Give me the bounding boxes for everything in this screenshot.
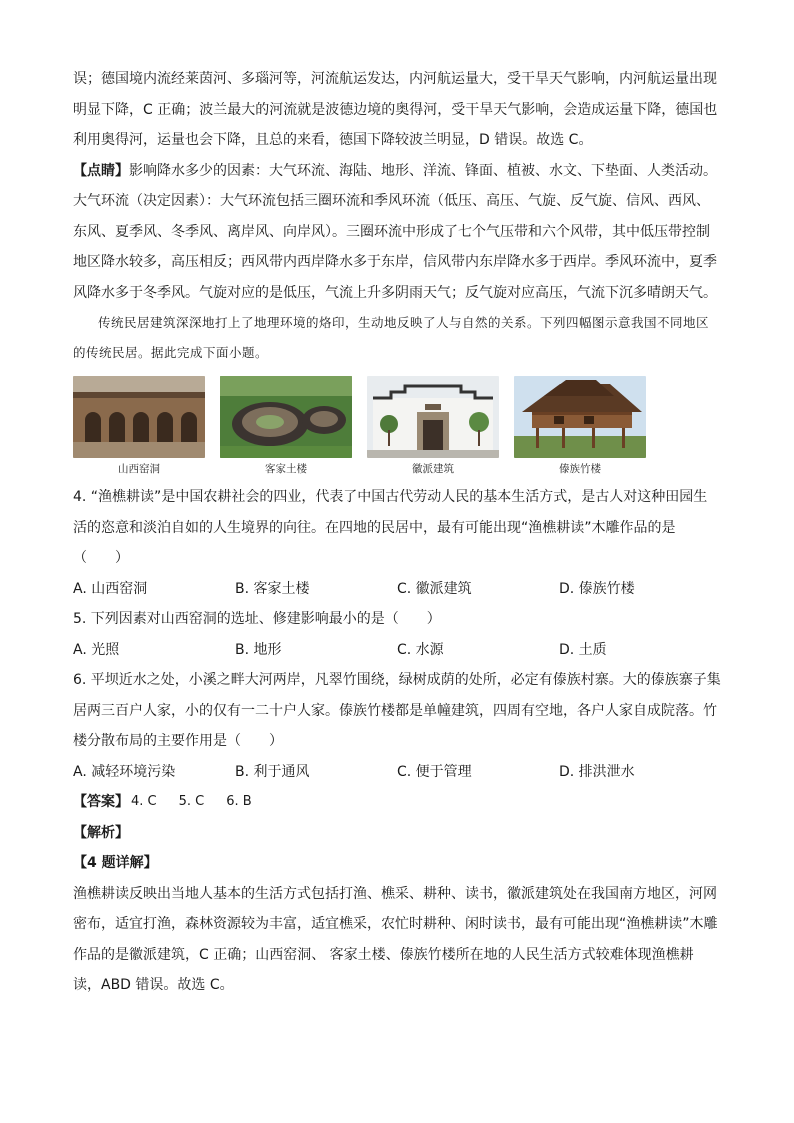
question-6-line: 6. 平坝近水之处，小溪之畔大河两岸，凡翠竹围绕，绿树成荫的处所，必定有傣族村寨。大的傣族寨子集 — [73, 672, 721, 688]
photo-huizhou — [367, 376, 499, 476]
option-c: C. 水源 — [397, 641, 444, 658]
question-4-line: （ ） — [73, 550, 129, 566]
question-4-line: 4. “渔樵耕读”是中国农耕社会的四业，代表了中国古代劳动人民的基本生活方式，是古人对这种田园生 — [73, 489, 708, 505]
analysis-tag: 【解析】 — [73, 824, 129, 841]
question-6-line: 楼分散布局的主要作用是（ ） — [73, 733, 283, 749]
tip-text: 影响降水多少的因素：大气环流、海陆、地形、洋流、锋面、植被、水文、下垫面、人类活动。 — [129, 162, 717, 179]
text-line: 大气环流（决定因素）：大气环流包括三圈环流和季风环流（低压、高压、气旋、反气旋、信风、西风、 — [73, 193, 710, 209]
option-c: C. 徽派建筑 — [397, 580, 472, 597]
option-b: B. 利于通风 — [235, 763, 310, 780]
text-line: 风降水多于冬季风。气旋对应的是低压，气流上升多阴雨天气；反气旋对应高压，气流下沉多晴朗天气。 — [73, 284, 717, 301]
detail-line: 读，ABD 错误。故选 C。 — [73, 977, 234, 993]
detail-tag: 【4 题详解】 — [73, 855, 158, 871]
photo-caption: 徽派建筑 — [412, 463, 454, 475]
text-line: 东风、夏季风、冬季风、离岸风、向岸风）。三圈环流中形成了七个气压带和六个风带，其中低压带控制 — [73, 223, 710, 240]
text-line: 利用奥得河，运量也会下降，且总的来看，德国下降较波兰明显，D 错误。故选 C。 — [73, 132, 593, 148]
option-a: A. 山西窑洞 — [73, 580, 148, 597]
shanxi-cave-image — [73, 376, 205, 458]
answer-item: 6. B — [226, 794, 252, 809]
photo-caption: 山西窑洞 — [118, 463, 160, 475]
option-a: A. 减轻环境污染 — [73, 763, 176, 780]
question-4-line: 活的恣意和淡泊自如的人生境界的向往。在四地的民居中，最有可能出现“渔樵耕读”木雕作品的是 — [73, 519, 676, 536]
detail-line: 渔樵耕读反映出当地人基本的生活方式包括打渔、樵采、耕种、读书，徽派建筑处在我国南方地区，河网 — [73, 885, 717, 902]
answer-item: 5. C — [178, 794, 205, 809]
question-6-line: 居两三百户人家，小的仅有一二十户人家。傣族竹楼都是单幢建筑，四周有空地，各户人家自成院落。竹 — [73, 702, 717, 719]
question-5-stem: 5. 下列因素对山西窑洞的选址、修建影响最小的是（ ） — [73, 611, 441, 627]
dai-bamboo-image — [514, 376, 646, 458]
photo-hakka-tulou — [220, 376, 352, 476]
option-d: D. 傣族竹楼 — [559, 580, 635, 597]
question-5-options — [73, 635, 721, 666]
tip-paragraph — [73, 156, 721, 187]
photo-caption: 傣族竹楼 — [559, 463, 601, 475]
document-content — [73, 64, 721, 1001]
huizhou-image — [367, 376, 499, 458]
hakka-tulou-image — [220, 376, 352, 458]
text-line: 误；德国境内流经莱茵河、多瑙河等，河流航运发达，内河航运量大，受干旱天气影响，内河航运量出现 — [73, 71, 717, 87]
option-d: D. 土质 — [559, 641, 607, 658]
option-d: D. 排洪泄水 — [559, 763, 635, 780]
photo-dai-bamboo — [514, 376, 646, 476]
detail-line: 作品的是徽派建筑，C 正确；山西窑洞、 客家土楼、傣族竹楼所在地的人民生活方式较难体现渔樵耕 — [73, 946, 694, 963]
option-b: B. 客家土楼 — [235, 580, 310, 597]
answer-item: 4. C — [131, 794, 157, 809]
question-intro: 传统民居建筑深深地打上了地理环境的烙印，生动地反映了人与自然的关系。下列四幅图示意我国不同地区的传统民居。据此完成下面小题。 — [73, 315, 710, 360]
photo-caption: 客家土楼 — [265, 463, 307, 475]
question-4-options — [73, 574, 721, 605]
text-line: 明显下降，C 正确；波兰最大的河流就是波德边境的奥得河，受干旱天气影响，会造成运量下降，德国也 — [73, 101, 718, 118]
tip-tag: 【点睛】 — [73, 162, 129, 179]
photo-row — [73, 376, 721, 476]
option-a: A. 光照 — [73, 641, 120, 658]
option-c: C. 便于管理 — [397, 763, 472, 780]
question-6-options — [73, 757, 721, 788]
answer-tag: 【答案】 — [73, 794, 129, 810]
option-b: B. 地形 — [235, 641, 282, 658]
photo-shanxi-cave — [73, 376, 205, 476]
text-line: 地区降水较多，高压相反；西风带内西岸降水多于东岸，信风带内东岸降水多于西岸。季风环流中，夏季 — [73, 254, 717, 270]
answer-line — [73, 787, 721, 818]
detail-line: 密布，适宜打渔，森林资源较为丰富，适宜樵采，农忙时耕种、闲时读书，最有可能出现“渔樵耕读”木雕 — [73, 916, 718, 932]
